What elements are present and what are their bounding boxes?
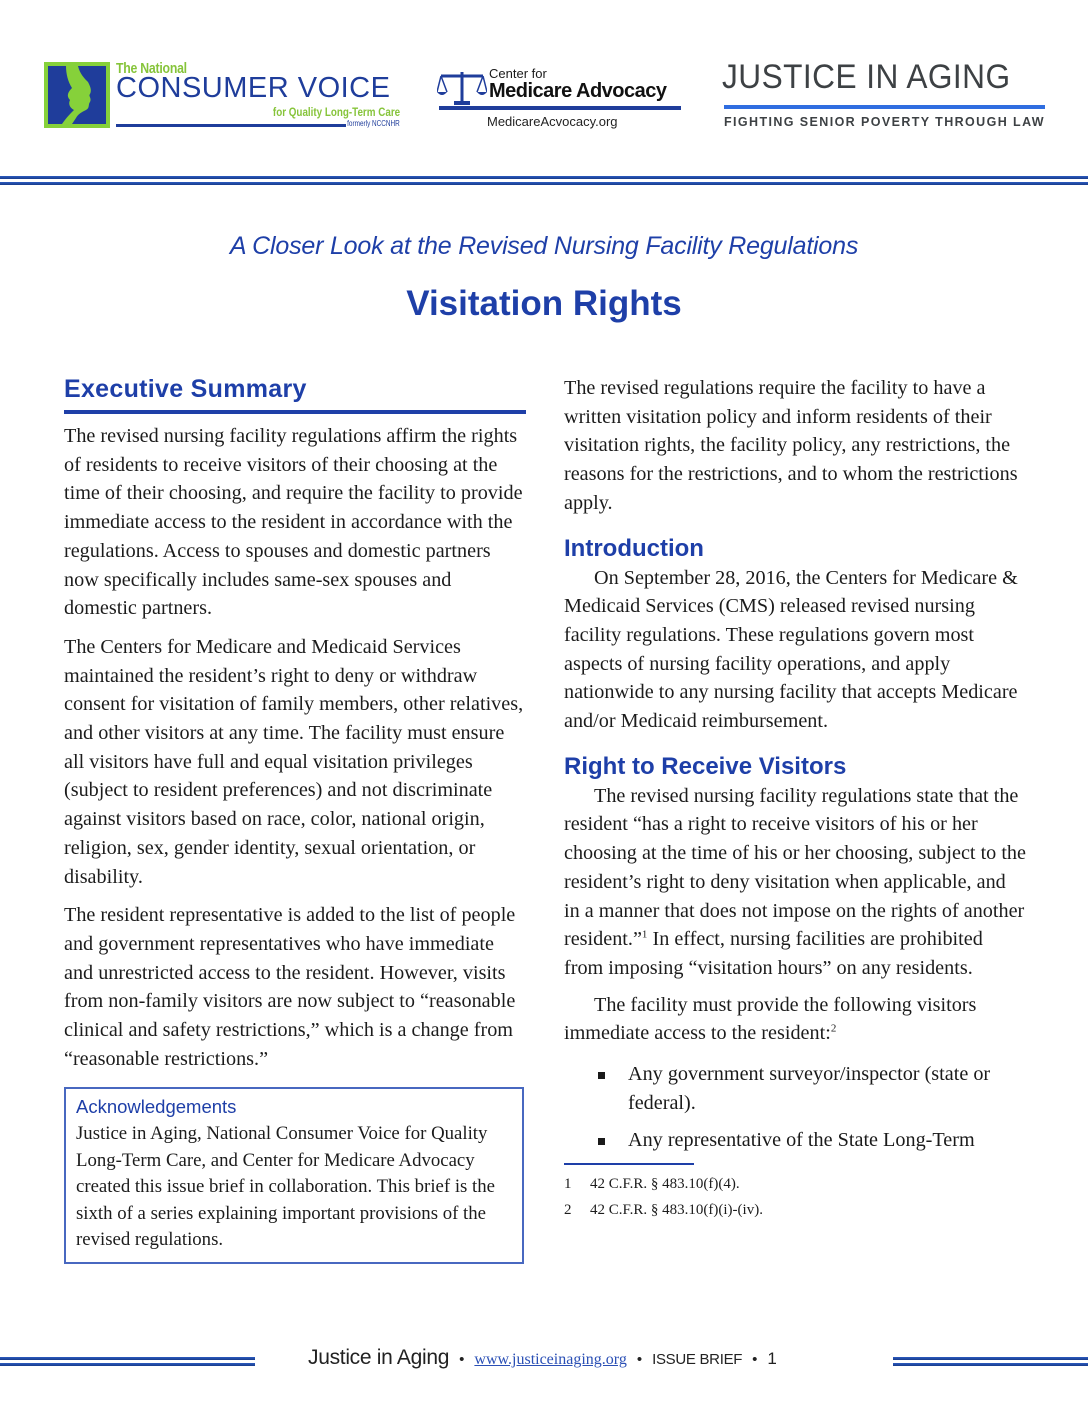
- footnote-number: 1: [564, 1176, 572, 1193]
- square-bullet-icon: [598, 1072, 605, 1079]
- consumer-voice-logo: [44, 60, 404, 130]
- right-to-receive-visitors-heading: Right to Receive Visitors: [564, 752, 847, 780]
- series-kicker: A Closer Look at the Revised Nursing Facility Regulations: [229, 232, 859, 260]
- footer-divider-left: [0, 1357, 255, 1366]
- consumer-voice-formerly: formerly NCCNHR: [347, 119, 400, 128]
- footer-issue-brief-label: ISSUE BRIEF: [652, 1351, 743, 1368]
- medicare-advocacy-line1: Center for: [489, 66, 547, 81]
- medicare-advocacy-url: MedicareAcvocacy.org: [487, 114, 618, 129]
- summary-paragraph: The revised nursing facility regulations affirm the rights of residents to receive visitors of their choosing at the time of their choosing, and require the facility to provide immediate access to the resident in accordance with the regulations. Access to spouses and domestic partners now specifically includes same-sex spouses and domestic partners.: [64, 425, 523, 620]
- consumer-voice-line1: The National: [116, 60, 187, 77]
- right-column: [564, 374, 1026, 1223]
- footer-org: Justice in Aging: [308, 1346, 450, 1369]
- justice-in-aging-name: JUSTICE IN AGING: [722, 58, 1011, 96]
- header-divider: [0, 176, 1088, 185]
- bullet-separator-icon: •: [459, 1351, 465, 1368]
- consumer-voice-subtitle: for Quality Long-Term Care: [272, 105, 400, 119]
- footnote: [564, 1171, 1026, 1197]
- immediate-access-list: [598, 1060, 1026, 1155]
- executive-summary-heading: Executive Summary: [64, 372, 526, 414]
- acknowledgements-box: [64, 1087, 524, 1264]
- footer-website-link[interactable]: www.justiceinaging.org: [474, 1351, 627, 1368]
- justice-in-aging-rule: [724, 105, 1045, 109]
- consumer-voice-faces-icon: [44, 62, 110, 128]
- footer-divider-right: [893, 1357, 1088, 1366]
- consumer-voice-rule: [116, 124, 346, 127]
- right-to-receive-paragraph: [564, 782, 1026, 983]
- left-column: [64, 372, 526, 1264]
- square-bullet-icon: [598, 1138, 605, 1145]
- paragraph-text: The revised nursing facility regulations state that the resident “has a right to receive visitors of his or her choosing at the time of his or her choosing, subject to the resident’s right to deny visitation when applicable, and in a manner that does not impose on the rights of another resident.”: [564, 784, 1026, 951]
- footnote-ref-1[interactable]: 1: [641, 928, 648, 941]
- bullet-separator-icon: •: [636, 1351, 643, 1368]
- list-item-text: Any representative of the State Long-Term: [628, 1129, 975, 1152]
- consumer-voice-name: CONSUMER VOICE: [116, 72, 391, 104]
- page-footer: [308, 1346, 777, 1372]
- list-item: [598, 1060, 1026, 1118]
- acknowledgements-heading: Acknowledgements: [76, 1096, 237, 1118]
- summary-paragraph: The Centers for Medicare and Medicaid Services maintained the resident’s right to deny or withdraw consent for visitation of family members, other relatives, and other visitors at any time. The facility must ensure all visitors have full and equal visitation privileges (subject to resident preferences) and not discriminate against visitors based on race, color, national origin, religion, sex, gender identity, sexual orientation, or disability.: [64, 635, 524, 888]
- page-number: 1: [767, 1349, 777, 1368]
- footnote-text: 42 C.F.R. § 483.10(f)(4).: [590, 1176, 740, 1193]
- list-item-text: Any government surveyor/inspector (state or federal).: [628, 1063, 991, 1115]
- summary-paragraph: The resident representative is added to the list of people and government representatives who have immediate and unrestricted access to the resident. However, visits from non-family visitors are now subject to “reasonable clinical and safety restrictions,” which is a change from “reasonable restrictions.”: [64, 904, 516, 1070]
- list-item: [598, 1126, 1026, 1155]
- introduction-paragraph: On September 28, 2016, the Centers for Medicare & Medicaid Services (CMS) released revised nursing facility regulations. These regulations govern most aspects of nursing facility operations, and apply nationwide to any nursing facility that accepts Medicare and/or Medicaid reimbursement.: [564, 566, 1018, 733]
- justice-in-aging-logo: [722, 58, 1047, 132]
- footnote-number: 2: [564, 1202, 572, 1219]
- justice-in-aging-tagline: FIGHTING SENIOR POVERTY THROUGH LAW: [724, 115, 1046, 129]
- footnote: [564, 1197, 1026, 1223]
- page-title: Visitation Rights: [406, 284, 682, 323]
- introduction-heading: Introduction: [564, 534, 704, 562]
- medicare-advocacy-logo: [437, 66, 687, 132]
- paragraph-text: In effect, nursing facilities are prohibited from imposing “visitation hours” on any residents.: [564, 928, 983, 979]
- scales-of-justice-icon: [437, 70, 487, 108]
- visitation-policy-paragraph: The revised regulations require the facility to have a written visitation policy and inform residents of their visitation rights, the facility policy, any restrictions, the reasons for the restrictions, and to whom the restrictions apply.: [564, 377, 1018, 514]
- footnote-text: 42 C.F.R. § 483.10(f)(i)-(iv).: [590, 1202, 763, 1219]
- bullet-separator-icon: •: [752, 1351, 758, 1368]
- paragraph-text: The facility must provide the following visitors immediate access to the resident:: [564, 993, 977, 1045]
- footnote-ref-2[interactable]: 2: [830, 1022, 837, 1035]
- medicare-advocacy-rule: [439, 106, 681, 110]
- acknowledgements-body: Justice in Aging, National Consumer Voice for Quality Long-Term Care, and Center for Medicare Advocacy created this issue brief in collaboration. This brief is the sixth of a series explaining important provisions of the revised regulations.: [76, 1123, 495, 1251]
- medicare-advocacy-name: Medicare Advocacy: [489, 80, 667, 102]
- footnote-divider: [564, 1163, 694, 1165]
- immediate-access-paragraph: [564, 991, 1026, 1048]
